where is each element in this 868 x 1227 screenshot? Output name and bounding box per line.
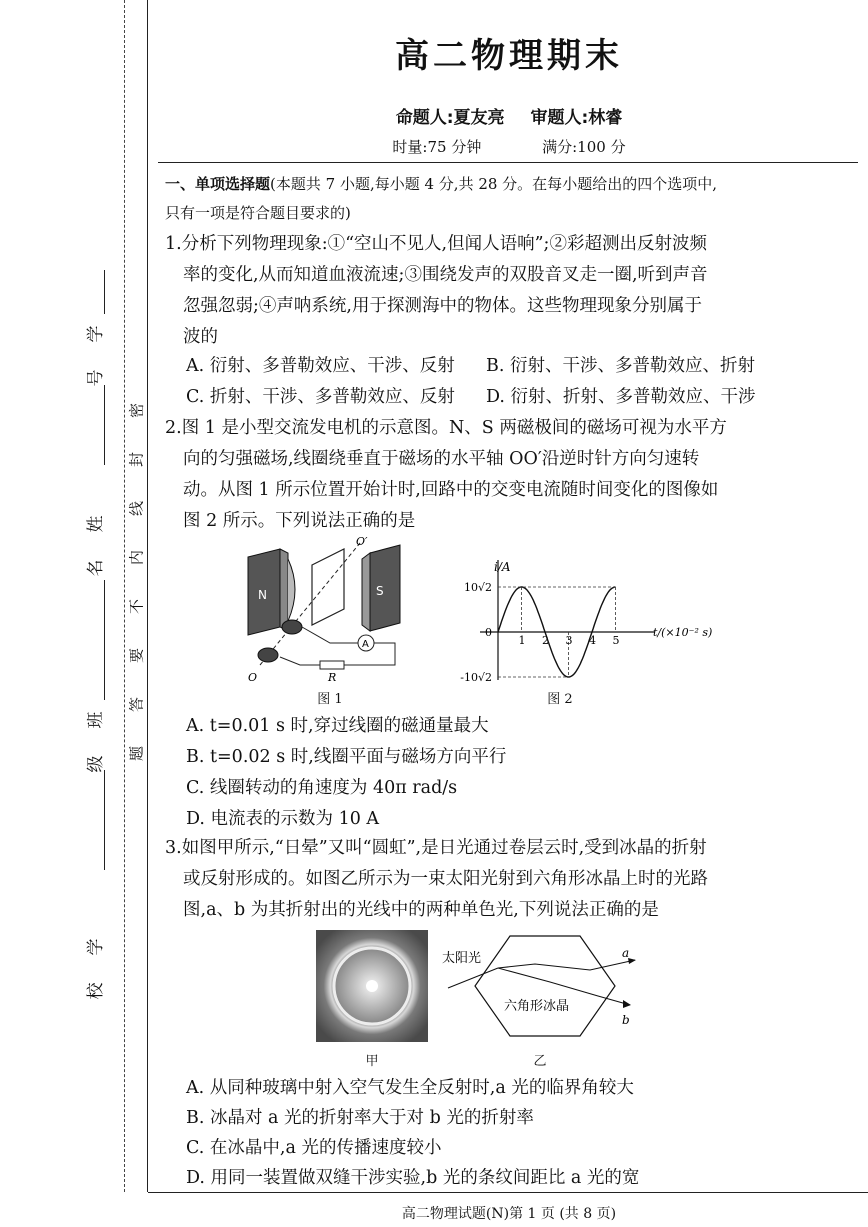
q1-line: 忽强忽弱;④声呐系统,用于探测海中的物体。这些物理现象分别属于 [183, 296, 702, 316]
pole-n-label: N [258, 588, 267, 602]
footer-divider [148, 1192, 868, 1193]
section-title: 一、单项选择题 [165, 175, 271, 193]
name-label: 姓 名 [86, 515, 106, 577]
class-field[interactable] [104, 770, 105, 870]
q1-line: 率的变化,从而知道血液流速;③围绕发声的双股音叉走一圈,听到声音 [183, 265, 708, 285]
q1-line: 1.分析下列物理现象:①“空山不见人,但闻人语响”;②彩超测出反射波频 [165, 234, 707, 254]
question-3 [165, 833, 793, 926]
section-note-2: 只有一项是符合题目要求的) [165, 204, 351, 222]
q2-option-c[interactable]: C. 线圈转动的角速度为 40π rad/s [186, 778, 458, 798]
axis-bottom-label: O [248, 671, 258, 684]
x-axis-label: t/(×10⁻² s) [653, 626, 713, 639]
student-id-label: 学 号 [86, 325, 106, 387]
q3-option-c[interactable]: C. 在冰晶中,a 光的传播速度较小 [186, 1138, 442, 1158]
y-tick-label: 10√2 [463, 581, 492, 594]
section-note-1: (本题共 7 小题,每小题 4 分,共 28 分。在每小题给出的四个选项中, [270, 175, 717, 193]
sunlight-label: 太阳光 [442, 951, 482, 966]
q3-option-d[interactable]: D. 用同一装置做双缝干涉实验,b 光的条纹间距比 a 光的宽 [186, 1168, 640, 1188]
magnet-s [370, 545, 400, 631]
ray-a [498, 960, 635, 970]
fig2-caption: 图 2 [547, 692, 573, 707]
fig-jia-caption: 甲 [365, 1054, 379, 1069]
q2-line: 2.图 1 是小型交流发电机的示意图。N、S 两磁极间的磁场可视为水平方 [165, 418, 727, 438]
exam-meta [150, 136, 868, 157]
coil [312, 549, 344, 625]
x-tick-label: 4 [589, 634, 596, 647]
q1-option-a[interactable]: A. 衍射、多普勒效应、干涉、反射 [186, 356, 455, 376]
resistor [320, 661, 344, 669]
y-tick-label: 0 [485, 626, 492, 639]
question-2 [165, 413, 793, 537]
q2-option-b[interactable]: B. t=0.02 s 时,线圈平面与磁场方向平行 [186, 747, 507, 767]
pole-s-label: S [376, 584, 384, 598]
fig1-caption: 图 1 [317, 692, 343, 707]
q3-option-b[interactable]: B. 冰晶对 a 光的折射率大于对 b 光的折射率 [186, 1108, 534, 1128]
ammeter-label: A [362, 639, 369, 650]
q2-option-d[interactable]: D. 电流表的示数为 10 A [186, 809, 380, 829]
fig-yi-caption: 乙 [533, 1054, 547, 1069]
q2-line: 图 2 所示。下列说法正确的是 [183, 511, 416, 531]
q1-line: 波的 [183, 327, 218, 347]
halo-photo [316, 930, 428, 1042]
time-limit: 时量:75 分钟 [392, 138, 482, 156]
q2-line: 动。从图 1 所示位置开始计时,回路中的交变电流随时间变化的图像如 [183, 480, 719, 500]
x-tick-label: 3 [565, 634, 573, 647]
q3-option-a[interactable]: A. 从同种玻璃中射入空气发生全反射时,a 光的临界角较大 [186, 1078, 634, 1098]
section-heading [165, 170, 855, 228]
ice-crystal-figure [440, 930, 660, 1045]
q2-option-a[interactable]: A. t=0.01 s 时,穿过线圈的磁通量最大 [186, 716, 489, 736]
axis-top-label: O′ [356, 535, 368, 548]
full-score: 满分:100 分 [542, 138, 626, 156]
crystal-label: 六角形冰晶 [504, 999, 570, 1014]
q2-line: 向的匀强磁场,线圈绕垂直于磁场的水平轴 OO′沿逆时针方向匀速转 [183, 449, 700, 469]
hexagon-crystal [475, 936, 615, 1036]
question-1 [165, 229, 793, 353]
x-tick-label: 1 [518, 634, 526, 647]
generator-figure [240, 535, 420, 685]
page-title: 高二物理期末 [395, 36, 623, 76]
current-time-chart [440, 555, 730, 685]
ray-b-label: b [622, 1013, 630, 1027]
q1-option-c[interactable]: C. 折射、干涉、多普勒效应、反射 [186, 387, 455, 407]
setter: 命题人:夏友亮 [395, 108, 505, 128]
y-tick-label: -10√2 [460, 671, 492, 684]
authors [150, 103, 868, 128]
student-id-field[interactable] [104, 270, 105, 314]
resistor-label: R [328, 671, 337, 684]
q3-line: 3.如图甲所示,“日晕”又叫“圆虹”,是日光通过卷层云时,受到冰晶的折射 [165, 838, 707, 858]
x-tick-label: 5 [612, 634, 620, 647]
q1-option-b[interactable]: B. 衍射、干涉、多普勒效应、折射 [486, 356, 755, 376]
q3-line: 或反射形成的。如图乙所示为一束太阳光射到六角形冰晶上时的光路 [183, 869, 708, 889]
class-label: 班 级 [86, 711, 106, 773]
school-label: 学 校 [86, 938, 106, 1000]
name-field[interactable] [104, 580, 105, 700]
q3-line: 图,a、b 为其折射出的光线中的两种单色光,下列说法正确的是 [183, 900, 659, 920]
page-footer: 高二物理试题(N)第 1 页 (共 8 页) [401, 1206, 617, 1222]
ray-a-label: a [622, 946, 630, 960]
header-divider [158, 162, 858, 163]
seal-warning: 密 封 线 内 不 要 答 题 [127, 403, 146, 762]
student-id-field-lower[interactable] [104, 385, 105, 465]
x-tick-label: 2 [542, 634, 549, 647]
y-axis-label: i/A [494, 560, 511, 574]
reviewer: 审题人:林睿 [530, 108, 623, 128]
q1-option-d[interactable]: D. 衍射、折射、多普勒效应、干涉 [486, 387, 756, 407]
